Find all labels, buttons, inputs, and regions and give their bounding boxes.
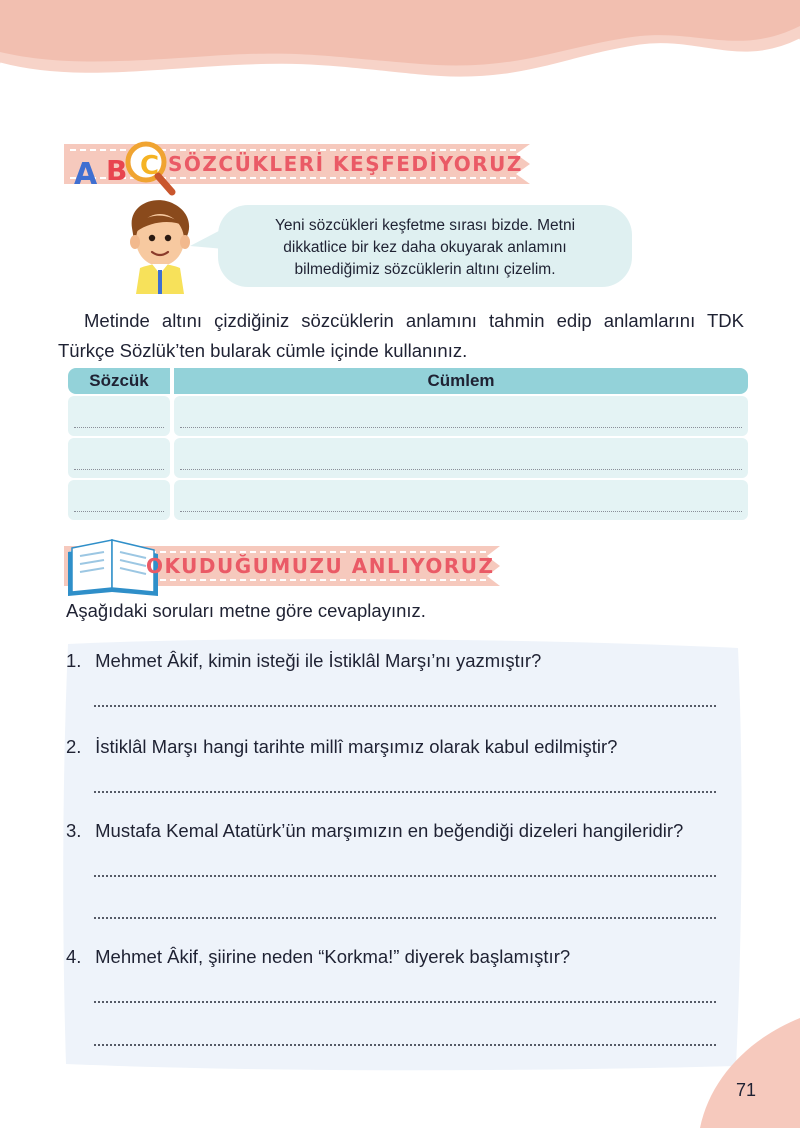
question-1 — [66, 650, 541, 672]
questions-intro: Aşağıdaki soruları metne göre cevaplayınız. — [66, 600, 426, 621]
sentence-cell[interactable] — [174, 396, 748, 436]
question-text: İstiklâl Marşı hangi tarihte millî marşımız olarak kabul edilmiştir? — [95, 736, 618, 757]
answer-line[interactable] — [94, 917, 716, 919]
question-number: 2. — [66, 736, 82, 757]
bubble-line-3: bilmediğimiz sözcüklerin altını çizelim. — [294, 261, 556, 278]
question-2 — [66, 736, 617, 758]
sentence-cell[interactable] — [174, 480, 748, 520]
section-banner-comprehension — [40, 540, 500, 590]
section-banner-vocabulary — [40, 138, 530, 192]
abc-letter-c: C — [140, 151, 160, 181]
answer-line[interactable] — [94, 1001, 716, 1003]
table-row — [68, 438, 748, 478]
table-row — [68, 396, 748, 436]
question-3 — [66, 820, 683, 842]
question-number: 4. — [66, 946, 82, 967]
corner-decoration — [660, 1018, 800, 1128]
answer-line[interactable] — [94, 791, 716, 793]
word-cell[interactable] — [68, 480, 170, 520]
table-header-sentence: Cümlem — [174, 368, 748, 394]
question-number: 3. — [66, 820, 82, 841]
question-number: 1. — [66, 650, 82, 671]
question-4 — [66, 946, 570, 968]
section-title: SÖZCÜKLERİ KEŞFEDİYORUZ — [168, 152, 523, 176]
speech-bubble-text — [218, 215, 632, 281]
speech-bubble — [218, 205, 632, 287]
word-cell[interactable] — [68, 438, 170, 478]
page-number: 71 — [735, 1080, 756, 1100]
instruction-paragraph: Metinde altını çizdiğiniz sözcüklerin anlamını tahmin edip anlamlarını TDK Türkçe Sözlük’ten bularak cümle içinde kullanınız. — [58, 310, 744, 361]
abc-letter-a: A — [74, 157, 98, 192]
answer-line[interactable] — [94, 705, 716, 707]
question-text: Mustafa Kemal Atatürk’ün marşımızın en beğendiği dizeleri hangileridir? — [95, 820, 684, 841]
question-text: Mehmet Âkif, kimin isteği ile İstiklâl Marşı’nı yazmıştır? — [95, 650, 542, 671]
top-wave-decoration — [0, 0, 800, 90]
answer-line[interactable] — [94, 875, 716, 877]
table-row — [68, 480, 748, 520]
answer-line[interactable] — [94, 1044, 716, 1046]
abc-letter-b: B — [106, 154, 128, 187]
question-text: Mehmet Âkif, şiirine neden “Korkma!” diyerek başlamıştır? — [95, 946, 571, 967]
word-cell[interactable] — [68, 396, 170, 436]
table-header-word: Sözcük — [68, 368, 170, 394]
bubble-line-2: dikkatlice bir kez daha okuyarak anlamını — [283, 239, 567, 256]
sentence-cell[interactable] — [174, 438, 748, 478]
bubble-line-1: Yeni sözcükleri keşfetme sırası bizde. Metni — [274, 217, 576, 234]
questions-panel — [60, 634, 746, 1074]
section-title: OKUDUĞUMUZU ANLIYORUZ — [146, 554, 495, 578]
